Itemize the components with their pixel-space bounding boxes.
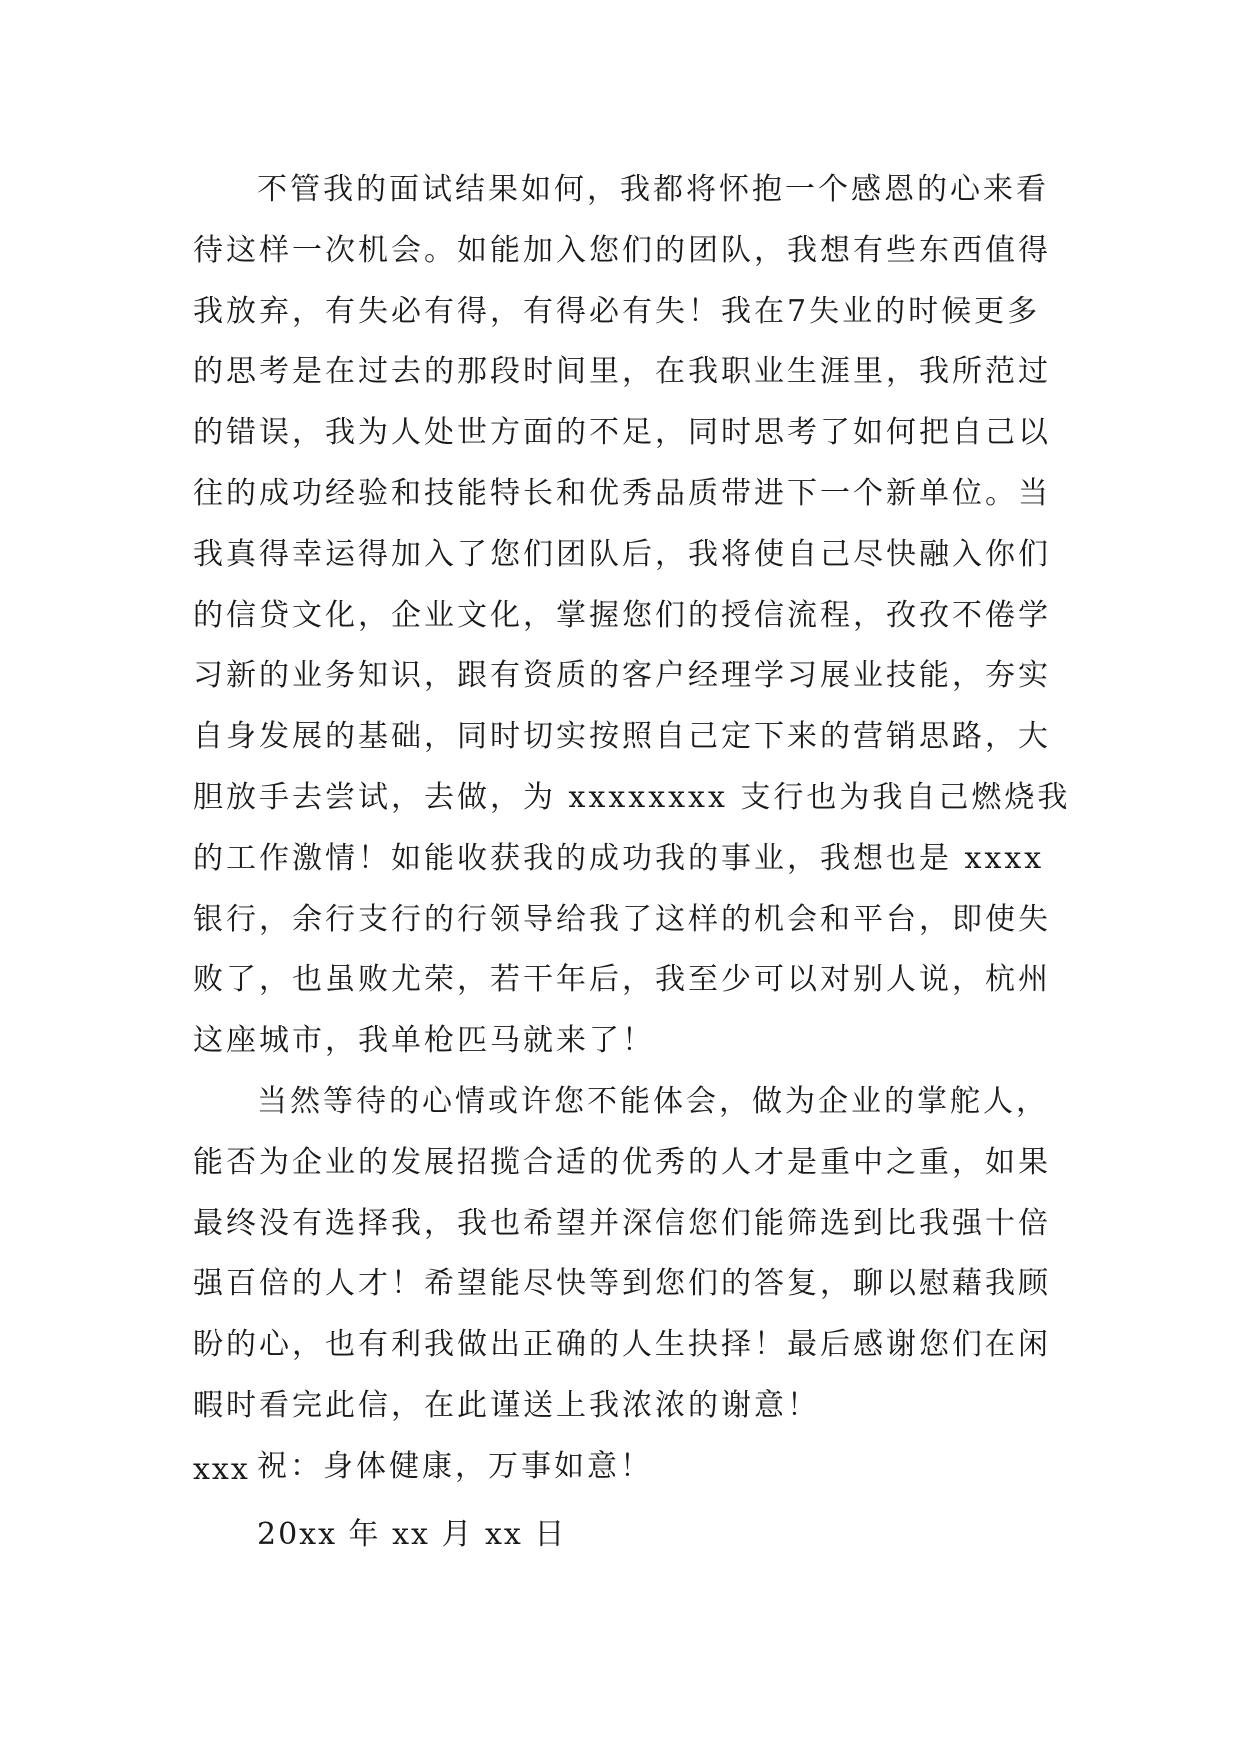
paragraph-1-line: 我真得幸运得加入了您们团队后，我将使自己尽快融入你们: [193, 536, 1051, 572]
paragraph-2-line: 能否为企业的发展招揽合适的优秀的人才是重中之重，如果: [193, 1144, 1051, 1180]
paragraph-1-line: 胆放手去尝试，去做，为 xxxxxxxx 支行也为我自己燃烧我: [193, 779, 1071, 815]
paragraph-1-line: 待这样一次机会。如能加入您们的团队，我想有些东西值得: [193, 232, 1051, 268]
paragraph-1-line: 我放弃，有失必有得，有得必有失！我在7失业的时候更多: [193, 293, 1041, 329]
letter-date: 20xx 年 xx 月 xx 日: [257, 1517, 567, 1552]
paragraph-1-line: 败了，也虽败尤荣，若干年后，我至少可以对别人说，杭州: [193, 962, 1051, 998]
letter-body: [193, 160, 1073, 1498]
paragraph-1-line: 的思考是在过去的那段时间里，在我职业生涯里，我所范过: [193, 354, 1051, 390]
paragraph-1-line: 的信贷文化，企业文化，掌握您们的授信流程，孜孜不倦学: [193, 597, 1051, 633]
paragraph-1-line: 往的成功经验和技能特长和优秀品质带进下一个新单位。当: [193, 475, 1051, 511]
signature: xxx: [193, 1452, 250, 1487]
paragraph-1-line: 自身发展的基础，同时切实按照自己定下来的营销思路，大: [193, 719, 1051, 755]
paragraph-1-line: 的工作激情！如能收获我的成功我的事业，我想也是 xxxx: [193, 840, 1045, 876]
paragraph-2-line: 暇时看完此信，在此谨送上我浓浓的谢意！: [193, 1387, 820, 1423]
paragraph-2-line: 盼的心，也有利我做出正确的人生抉择！最后感谢您们在闲: [193, 1327, 1051, 1363]
paragraph-2-line: 最终没有选择我，我也希望并深信您们能筛选到比我强十倍: [193, 1205, 1051, 1241]
closing-wish: 祝：身体健康，万事如意！: [257, 1448, 653, 1484]
paragraph-1-line: 的错误，我为人处世方面的不足，同时思考了如何把自己以: [193, 415, 1051, 451]
paragraph-1-line: 银行，余行支行的行领导给我了这样的机会和平台，即使失: [193, 901, 1051, 937]
paragraph-2-line: 强百倍的人才！希望能尽快等到您们的答复，聊以慰藉我顾: [193, 1266, 1051, 1302]
paragraph-1-line: 这座城市，我单枪匹马就来了！: [193, 1023, 655, 1059]
paragraph-1-line: 不管我的面试结果如何，我都将怀抱一个感恩的心来看: [257, 172, 1049, 207]
paragraph-2-line: 当然等待的心情或许您不能体会，做为企业的掌舵人，: [257, 1083, 1049, 1119]
paragraph-1-line: 习新的业务知识，跟有资质的客户经理学习展业技能，夯实: [193, 658, 1051, 694]
